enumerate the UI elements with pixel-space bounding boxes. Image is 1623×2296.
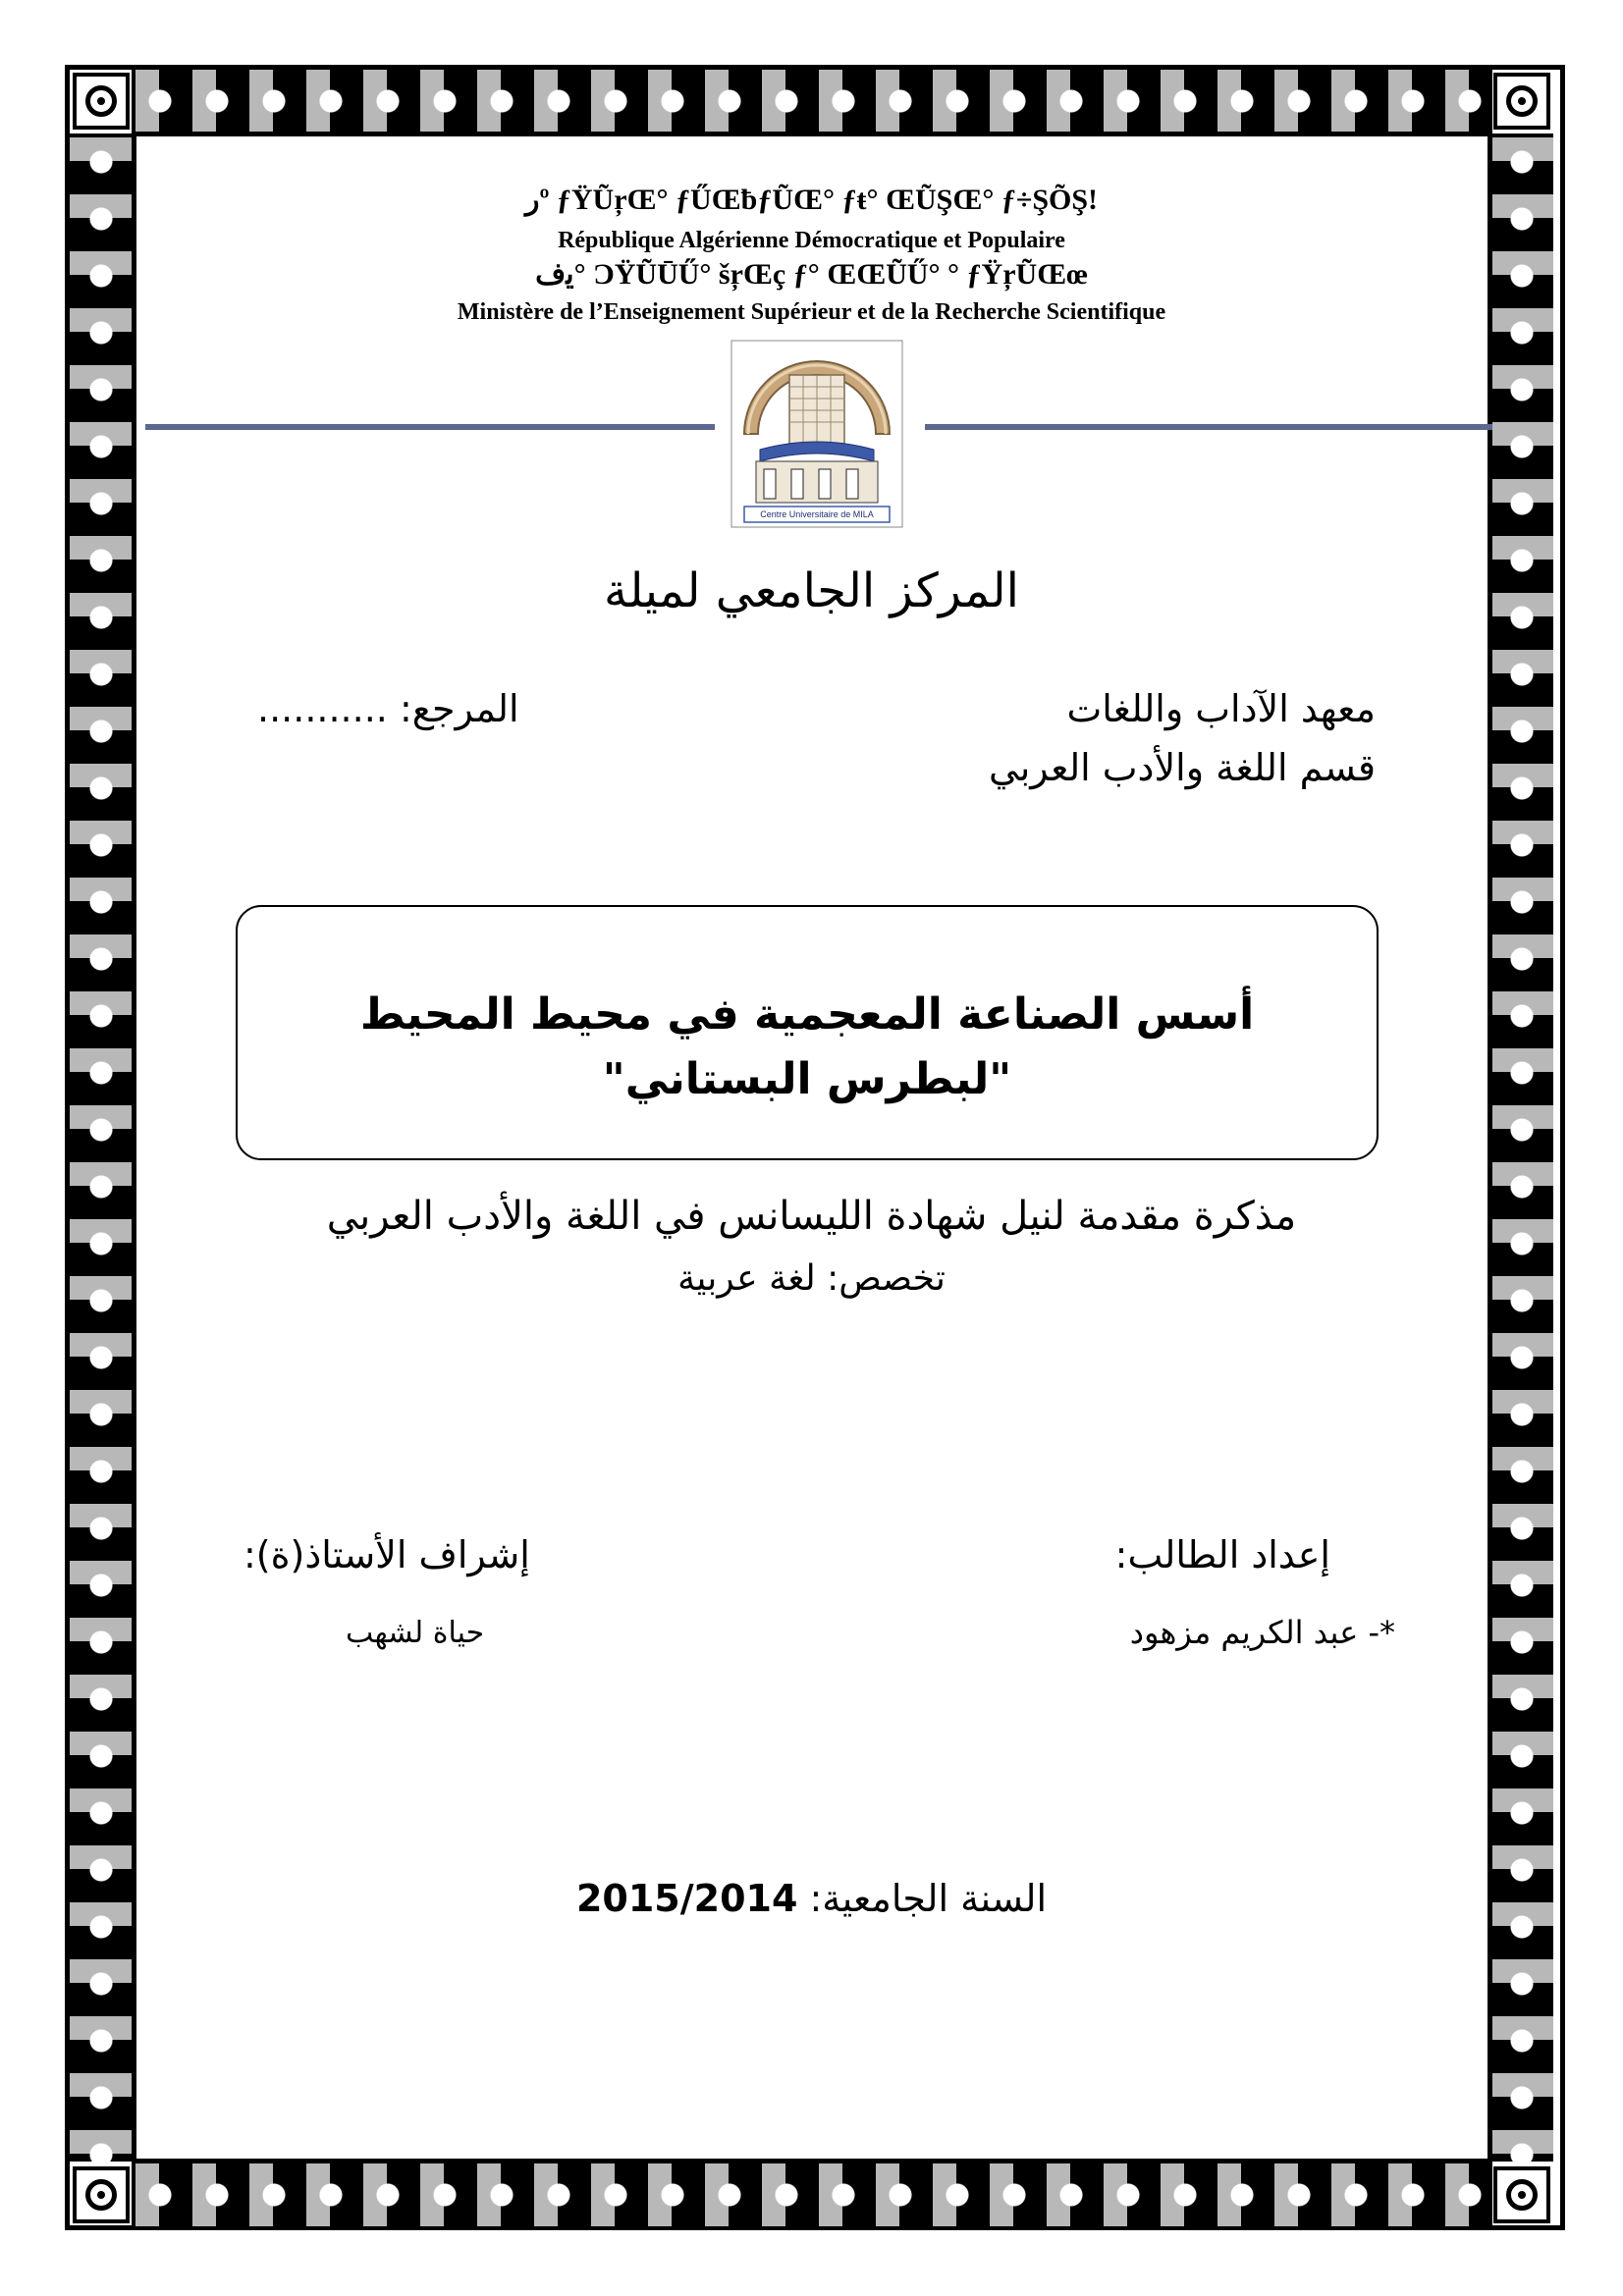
republic-name-french: République Algérienne Démocratique et Populaire <box>558 228 1065 253</box>
department-name: قسم اللغة والأدب العربي <box>989 746 1376 789</box>
corner-ornament-icon <box>1493 2166 1550 2223</box>
ministry-name-garbled: ﻳﻑ° ƆŸŨŪŰ° šŗŒç ƒ° ŒŒŨŰ° ° ƒŸŗŨŒœ <box>535 258 1088 291</box>
thesis-title-line-2: "لبطرس البستاني" <box>602 1054 1012 1104</box>
border-braid-bottom <box>132 2163 1492 2226</box>
academic-year <box>0 1877 1623 1920</box>
corner-ornament-icon <box>1493 73 1550 130</box>
university-centre-name: المركز الجامعي لميلة <box>604 563 1019 618</box>
specialty: تخصص: لغة عربية <box>677 1258 946 1299</box>
header-rule-left <box>145 424 715 430</box>
ministry-name-french: Ministère de l’Enseignement Supérieur et de la Recherche Scientifique <box>457 299 1166 325</box>
supervisor-name: حياة لشهب <box>346 1616 485 1650</box>
student-label: إعداد الطالب: <box>1114 1533 1330 1576</box>
student-name: *- عبد الكريم مزهود <box>1129 1614 1395 1651</box>
header-rule-right <box>925 424 1492 430</box>
thesis-title-box <box>236 905 1379 1160</box>
supervisor-label: إشراف الأستاذ(ة): <box>243 1533 530 1576</box>
republic-name-garbled: ﺭº ƒŸŨŗŒ° ƒŰŒƀƒŨŒ° ƒŧ° ŒŨŞŒ° ƒ÷ŞÕŞ! <box>524 184 1099 216</box>
degree-statement: مذكرة مقدمة لنيل شهادة الليسانس في اللغة والأدب العربي <box>326 1194 1297 1239</box>
academic-year-value: 2015/2014 <box>575 1877 798 1920</box>
corner-ornament-icon <box>73 73 130 130</box>
border-braid-right <box>1490 133 1553 2162</box>
academic-year-label: السنة الجامعية: <box>809 1877 1048 1920</box>
university-logo <box>730 340 903 528</box>
border-braid-top <box>132 70 1492 133</box>
logo-caption: Centre Universitaire de MILA <box>760 509 874 519</box>
thesis-title-line-1: أسس الصناعة المعجمية في محيط المحيط <box>359 989 1255 1040</box>
institute-name: معهد الآداب واللغات <box>1066 687 1376 730</box>
border-braid-left <box>70 133 133 2162</box>
corner-ornament-icon <box>73 2166 130 2223</box>
reference-number: المرجع: ........... <box>257 687 519 730</box>
